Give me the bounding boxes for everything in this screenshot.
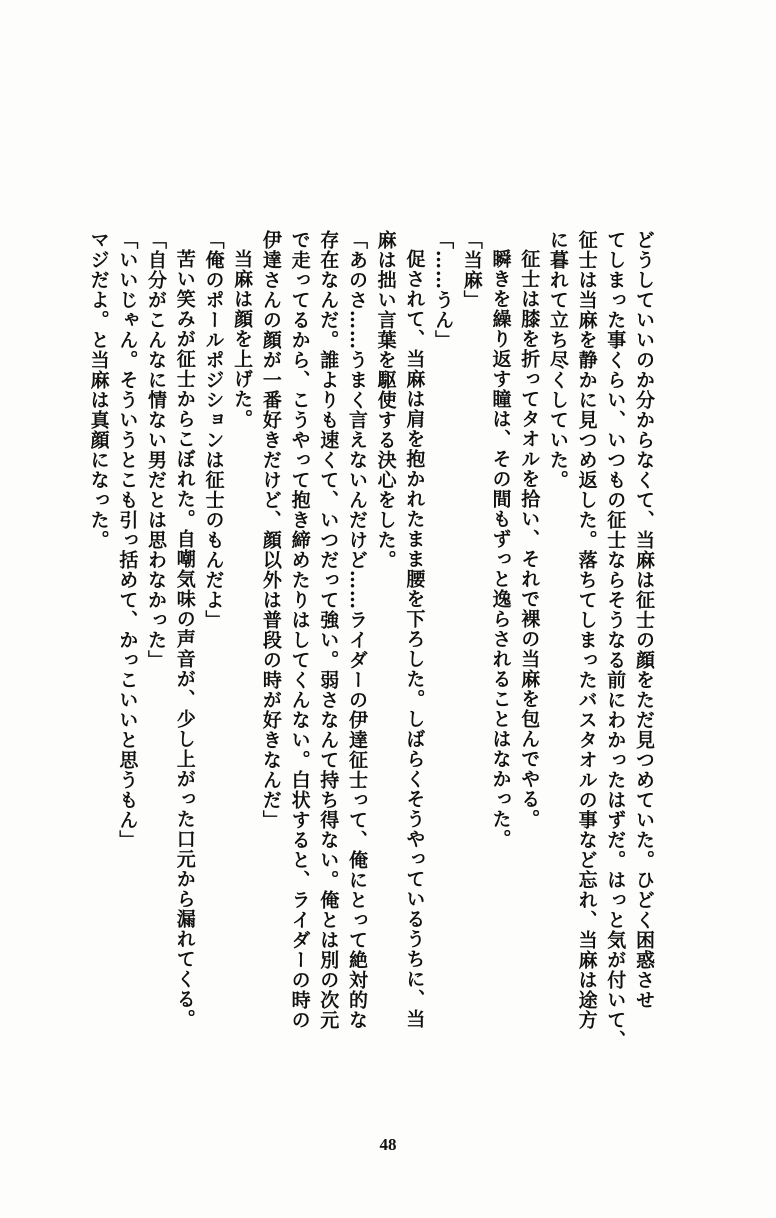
text-line-18: 「自分がこんなに情ない男だとは思わなかった」 (145, 230, 168, 670)
text-line-15: 当麻は顔を上げた。 (231, 249, 254, 429)
text-line-1: どうしていいのか分からなくて、当麻は征士の顔をただ見つめていた。ひどく困惑させ (633, 230, 655, 1010)
text-line-9: 促されて、当麻は肩を抱かれたまま腰を下ろした。しばらくそうやっているうちに、当 (403, 249, 426, 1029)
text-line-10: 麻は拙い言葉を駆使する決心をした。 (374, 230, 397, 570)
text-line-16: 「俺のポールポジションは征士のもんだよ」 (202, 230, 225, 630)
text-line-2: てしまった事くらい、いつもの征士ならそうなる前にわかったはずだ。はっと気が付いて、 (604, 230, 627, 1050)
text-line-20: マジだよ。と当麻は真顔になった。 (87, 230, 110, 550)
text-line-5: 征士は膝を折ってタオルを拾い、それで裸の当麻を包んでやる。 (518, 249, 541, 829)
text-line-8: 「……うん」 (432, 230, 455, 350)
text-line-17: 苦い笑みが征士からこぼれた。自嘲気味の声音が、少し上がった口元から漏れてくる。 (173, 249, 196, 1029)
text-line-4: に暮れて立ち尽くしていた。 (546, 230, 569, 490)
text-line-11: 「あのさ……うまく言えないんだけど……ライダーの伊達征士って、俺にとって絶対的な (345, 230, 368, 1030)
text-line-12: 存在なんだ。誰よりも速くて、いつだって強い。弱さなんて持ち得ない。俺とは別の次元 (317, 230, 340, 1030)
text-line-3: 征士は当麻を静かに見つめ返した。落ちてしまったバスタオルの事など忘れ、当麻は途方 (575, 230, 598, 1030)
text-line-14: 伊達さんの顔が一番好きだけど、顔以外は普段の時が好きなんだ」 (259, 230, 282, 830)
text-line-7: 「当麻」 (460, 230, 483, 310)
text-line-19: 「いいじゃん。そういうとこも引っ括めて、かっこいいと思うもん」 (116, 230, 139, 850)
text-line-13: で走ってるから、こうやって抱き締めたりはしてくんない。白状すると、ライダーの時の (288, 230, 311, 1030)
page-number: 48 (379, 1135, 397, 1154)
text-line-6: 瞬きを繰り返す瞳は、その間もずっと逸らされることはなかった。 (489, 249, 512, 849)
vertical-text-block (84, 230, 658, 1100)
